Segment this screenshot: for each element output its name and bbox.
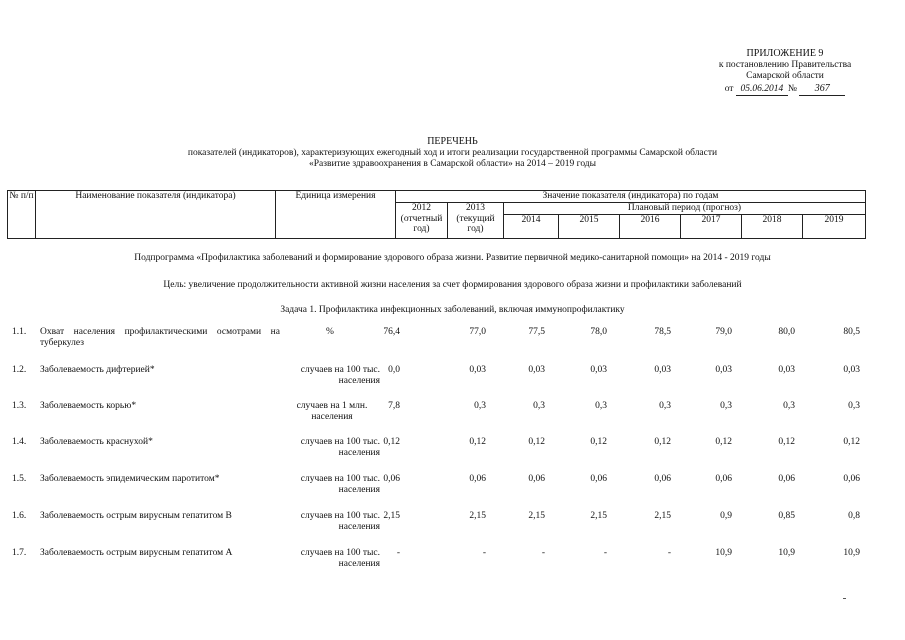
value-2017: 0,12: [715, 437, 732, 447]
table-row: [0, 327, 905, 367]
value-2015: 2,15: [590, 511, 607, 521]
row-unit: случаев на 100 тыс. населения: [300, 365, 380, 386]
value-2015: 0,3: [595, 401, 607, 411]
value-2013: 0,3: [474, 401, 486, 411]
value-2012: 76,4: [383, 327, 400, 337]
handwritten-number: 367: [814, 82, 830, 94]
value-2015: 78,0: [590, 327, 607, 337]
number-prefix: №: [787, 83, 797, 94]
value-2013: 0,06: [469, 474, 486, 484]
document-title: [0, 136, 905, 171]
appendix-title: ПРИЛОЖЕНИЕ 9: [746, 48, 824, 59]
value-2017: 0,03: [715, 365, 732, 375]
value-2012: 0,12: [383, 437, 400, 447]
value-2015: 0,06: [590, 474, 607, 484]
row-unit: случаев на 100 тыс. населения: [300, 511, 380, 532]
value-2012: -: [396, 548, 400, 558]
value-2019: 0,06: [843, 474, 860, 484]
value-2015: 0,03: [590, 365, 607, 375]
row-num: 1.3.: [12, 401, 27, 411]
header-2013-note: (текущий год): [456, 213, 495, 234]
header-year-2014: 2014: [504, 214, 559, 238]
value-2014: 0,12: [528, 437, 545, 447]
value-2013: 0,03: [469, 365, 486, 375]
title-list: ПЕРЕЧЕНЬ: [427, 136, 478, 147]
value-2012: 0,0: [388, 365, 400, 375]
handwritten-date: 05.06.2014: [740, 83, 784, 94]
value-2014: 0,3: [533, 401, 545, 411]
header-year-2019: 2019: [803, 214, 866, 238]
value-2016: -: [667, 548, 671, 558]
value-2013: 2,15: [469, 511, 486, 521]
title-program: «Развитие здравоохранения в Самарской области» на 2014 – 2019 годы: [308, 159, 597, 169]
table-row: [0, 437, 905, 477]
value-2017: 79,0: [715, 327, 732, 337]
table-row: [0, 401, 905, 441]
value-2019: 0,3: [848, 401, 860, 411]
row-name: Заболеваемость дифтерией*: [40, 365, 155, 375]
header-2012-note: (отчетный год): [400, 213, 443, 234]
row-num: 1.6.: [12, 511, 27, 521]
value-2018: 0,3: [783, 401, 795, 411]
table-row: [0, 474, 905, 514]
row-name: Заболеваемость эпидемическим паротитом*: [40, 474, 220, 484]
row-unit: случаев на 100 тыс. населения: [300, 474, 380, 495]
value-2014: -: [541, 548, 545, 558]
header-values-by-year: Значение показателя (индикатора) по годам: [396, 191, 866, 203]
value-2019: 10,9: [843, 548, 860, 558]
header-planned-period: Плановый период (прогноз): [504, 203, 866, 215]
value-2019: 0,03: [843, 365, 860, 375]
row-name: Заболеваемость корью*: [40, 401, 137, 411]
value-2016: 0,03: [654, 365, 671, 375]
row-name: Охват населения профилактическими осмотрами на туберкулез: [40, 327, 280, 348]
subprogram-title: Подпрограмма «Профилактика заболеваний и формирование здорового образа жизни. Развитие первичной медико-санитарной помощи» на 2014 - 2019 годы: [134, 253, 771, 263]
value-2013: 0,12: [469, 437, 486, 447]
row-name: Заболеваемость краснухой*: [40, 437, 153, 447]
row-name: Заболеваемость острым вирусным гепатитом В: [40, 511, 232, 521]
value-2014: 0,06: [528, 474, 545, 484]
value-2012: 0,06: [383, 474, 400, 484]
table-row: [0, 365, 905, 405]
row-num: 1.1.: [12, 327, 27, 337]
header-year-2016: 2016: [620, 214, 681, 238]
appendix-block: [690, 48, 880, 96]
header-num: № п/п: [8, 191, 36, 239]
header-2013: [448, 203, 504, 239]
value-2017: 10,9: [715, 548, 732, 558]
header-2012: [396, 203, 448, 239]
value-2018: 80,0: [778, 327, 795, 337]
row-num: 1.4.: [12, 437, 27, 447]
table-row: [0, 548, 905, 588]
value-2019: 80,5: [843, 327, 860, 337]
row-unit: случаев на 100 тыс. населения: [300, 437, 380, 458]
task-title: Задача 1. Профилактика инфекционных заболеваний, включая иммунопрофилактику: [280, 305, 625, 315]
table-row: [0, 511, 905, 551]
value-2017: 0,06: [715, 474, 732, 484]
row-num: 1.5.: [12, 474, 27, 484]
value-2014: 2,15: [528, 511, 545, 521]
value-2018: 0,03: [778, 365, 795, 375]
value-2016: 78,5: [654, 327, 671, 337]
header-2012-year: 2012: [412, 203, 431, 213]
scan-mark: [843, 598, 846, 599]
header-year-2018: 2018: [742, 214, 803, 238]
row-unit: %: [326, 327, 334, 337]
value-2013: -: [482, 548, 486, 558]
header-year-2015: 2015: [559, 214, 620, 238]
appendix-signature-line: [690, 83, 880, 97]
value-2017: 0,3: [720, 401, 732, 411]
value-2012: 7,8: [388, 401, 400, 411]
row-num: 1.2.: [12, 365, 27, 375]
value-2015: 0,12: [590, 437, 607, 447]
indicators-table-header: [7, 190, 866, 239]
header-year-2017: 2017: [681, 214, 742, 238]
value-2014: 77,5: [528, 327, 545, 337]
value-2014: 0,03: [528, 365, 545, 375]
value-2016: 0,12: [654, 437, 671, 447]
from-prefix: от: [724, 83, 734, 94]
value-2019: 0,12: [843, 437, 860, 447]
value-2018: 10,9: [778, 548, 795, 558]
value-2015: -: [603, 548, 607, 558]
header-name: Наименование показателя (индикатора): [36, 191, 276, 239]
value-2017: 0,9: [720, 511, 732, 521]
row-name: Заболеваемость острым вирусным гепатитом А: [40, 548, 233, 558]
row-unit: случаев на 100 тыс. населения: [300, 548, 380, 569]
value-2018: 0,12: [778, 437, 795, 447]
value-2016: 2,15: [654, 511, 671, 521]
header-unit: Единица измерения: [276, 191, 396, 239]
value-2019: 0,8: [848, 511, 860, 521]
goal-text: Цель: увеличение продолжительности активной жизни населения за счет формирования здорового образа жизни и профилактики заболеваний: [163, 280, 742, 290]
value-2018: 0,06: [778, 474, 795, 484]
row-unit: случаев на 1 млн. населения: [296, 401, 368, 422]
header-2013-year: 2013: [466, 203, 485, 213]
value-2016: 0,3: [659, 401, 671, 411]
row-num: 1.7.: [12, 548, 27, 558]
appendix-resolution: к постановлению Правительства: [718, 59, 852, 70]
value-2012: 2,15: [383, 511, 400, 521]
title-description: показателей (индикаторов), характеризующих ежегодный ход и итоги реализации государственной программы Самарской области: [187, 147, 718, 158]
appendix-region: Самарской области: [746, 71, 824, 81]
value-2018: 0,85: [778, 511, 795, 521]
value-2016: 0,06: [654, 474, 671, 484]
value-2013: 77,0: [469, 327, 486, 337]
